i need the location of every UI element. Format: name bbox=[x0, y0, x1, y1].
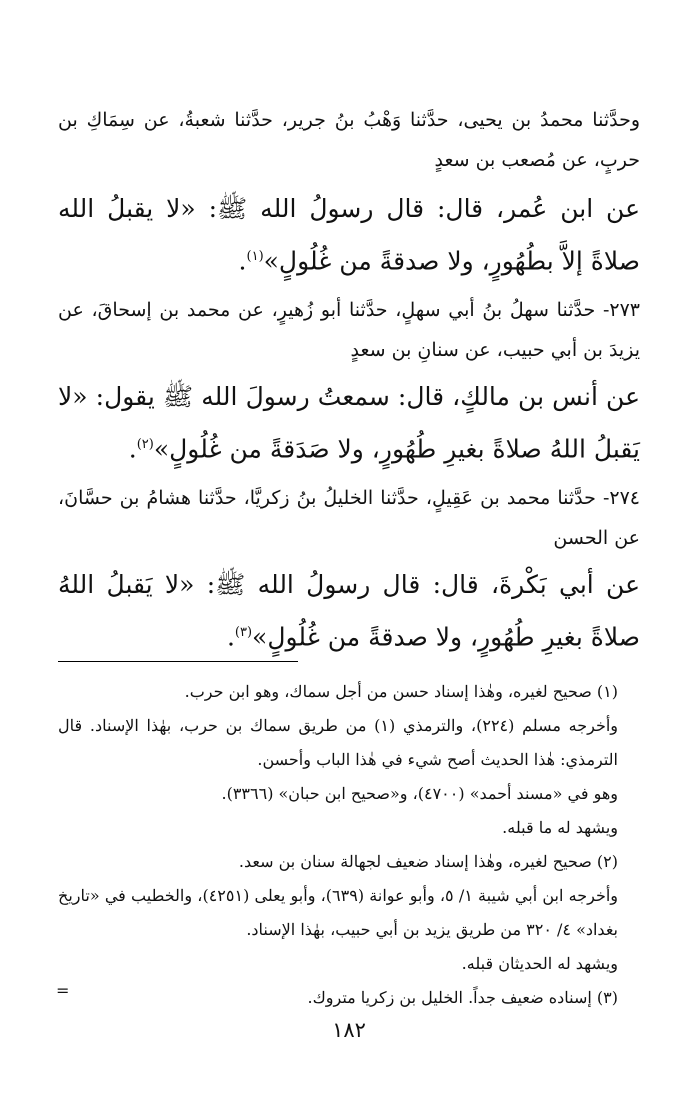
isnad-paragraph-274 bbox=[58, 478, 640, 558]
hadith-text-1 bbox=[58, 185, 640, 285]
continuation-mark: = bbox=[56, 981, 70, 1000]
isnad-text-1: وحدَّثنا محمدُ بن يحيى، حدَّثنا وَهْبُ بنُ جرير، حدَّثنا شعبةُ، عن سِمَاكِ بن حربٍ، عن مُصعب بن سعدٍ bbox=[58, 109, 640, 171]
footnote-1-line-b: وأخرجه مسلم (٢٢٤)، والترمذي (١) من طريق سماك بن حرب، بهٰذا الإسناد. قال الترمذي: هٰذا الحديث أصح شيء في هٰذا الباب وأحسن. bbox=[58, 716, 619, 769]
footnote-1-line-d: ويشهد له ما قبله. bbox=[502, 818, 618, 837]
isnad-text-273: ٢٧٣- حدَّثنا سهلُ بنُ أبي سهلٍ، حدَّثنا أبو زُهيرٍ، عن محمد بن إسحاقَ، عن يزيدَ بن أبي حبيب، عن سنانِ بن سعدٍ bbox=[58, 299, 640, 361]
matn-text-273: عن أنس بن مالكٍ، قال: سمعتُ رسولَ الله ﷺ يقول: «لا يَقبلُ اللهُ صلاةً بغيرِ طُهُورٍ، ولا صَدَقةً من غُلُولٍ» bbox=[58, 382, 640, 464]
footnote-3-line-a: (٣) إسناده ضعيف جداً. الخليل بن زكريا متروك. bbox=[307, 988, 618, 1007]
end-dot-1: . bbox=[238, 246, 247, 276]
footnote-ref-3: (٣) bbox=[234, 625, 253, 640]
hadith-text-273 bbox=[58, 373, 640, 473]
footnote-2-line-c: ويشهد له الحديثان قبله. bbox=[461, 954, 618, 973]
hadith-text-274 bbox=[58, 561, 640, 661]
footnote-divider bbox=[58, 661, 298, 662]
footnotes bbox=[58, 675, 640, 1015]
isnad-paragraph-273 bbox=[58, 290, 640, 370]
end-dot-2: . bbox=[128, 434, 137, 464]
footnote-ref-2: (٢) bbox=[136, 437, 154, 452]
isnad-paragraph-1 bbox=[58, 100, 640, 180]
footnote-2-line-b: وأخرجه ابن أبي شيبة ١/ ٥، وأبو عوانة (٦٣٩)، وأبو يعلى (٤٢٥١)، والخطيب في «تاريخ بغداد» ٤/ ٣٢٠ من طريق يزيد بن أبي حبيب، بهٰذا الإسناد. bbox=[58, 886, 618, 939]
footnote-1-line-a: (١) صحيح لغيره، وهٰذا إسناد حسن من أجل سماك، وهو ابن حرب. bbox=[184, 682, 618, 701]
matn-text-1: عن ابن عُمر، قال: قال رسولُ الله ﷺ: «لا يقبلُ الله صلاةً إلاَّ بطُهُورٍ، ولا صدقةً من غُلُولٍ» bbox=[58, 194, 640, 276]
footnote-2-line-a: (٢) صحيح لغيره، وهٰذا إسناد ضعيف لجهالة سنان بن سعد. bbox=[238, 852, 618, 871]
footnote-ref-1: (١) bbox=[246, 249, 264, 264]
matn-text-274: عن أبي بَكْرةَ، قال: قال رسولُ الله ﷺ: «لا يَقبلُ اللهُ صلاةً بغيرِ طُهُورٍ، ولا صدقةً من غُلُولٍ» bbox=[58, 570, 640, 652]
end-dot-3: . bbox=[226, 622, 235, 652]
page-number: ١٨٢ bbox=[332, 1018, 366, 1042]
footnote-1-line-c: وهو في «مسند أحمد» (٤٧٠٠)، و«صحيح ابن حبان» (٣٣٦٦). bbox=[221, 784, 618, 803]
isnad-text-274: ٢٧٤- حدَّثنا محمد بن عَقِيلٍ، حدَّثنا الخليلُ بنُ زكريَّا، حدَّثنا هشامُ بن حسَّانَ، عن الحسن bbox=[58, 487, 640, 549]
